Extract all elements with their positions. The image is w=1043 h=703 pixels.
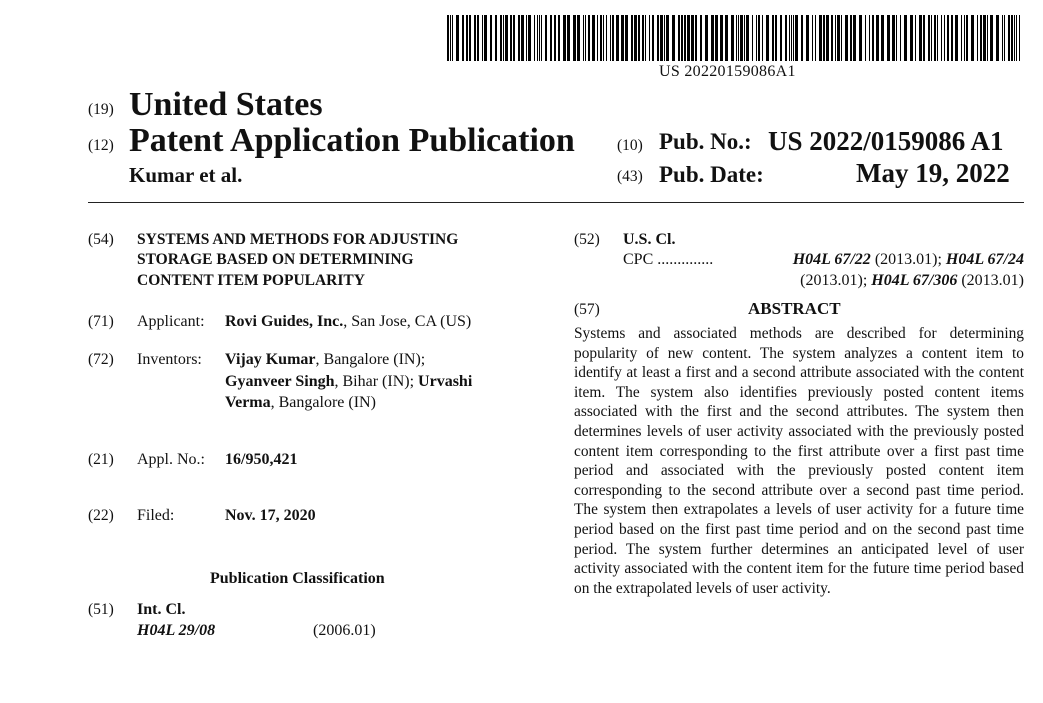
barcode-bar — [756, 15, 757, 61]
barcode-bar — [887, 15, 890, 61]
barcode-bar — [869, 15, 870, 61]
barcode-bar — [1008, 15, 1010, 61]
inventor-3-name-last: Verma — [225, 394, 271, 411]
cpc-class-2-year: (2013.01); — [800, 272, 872, 289]
barcode-bar — [785, 15, 787, 61]
barcode-bar — [554, 15, 556, 61]
barcode-bar — [744, 15, 745, 61]
barcode-bar — [865, 15, 866, 61]
barcode-bar — [625, 15, 628, 61]
inventors-code: (72) — [88, 351, 114, 368]
barcode-bar — [964, 15, 965, 61]
barcode-bar — [853, 15, 856, 61]
barcode-bar — [801, 15, 803, 61]
barcode-bar — [567, 15, 570, 61]
title-line-3: CONTENT ITEM POPULARITY — [137, 272, 365, 289]
barcode-bar — [831, 15, 833, 61]
barcode-bar — [1019, 15, 1020, 61]
barcode-bar — [915, 15, 916, 61]
appl-no-label: Appl. No.: — [137, 451, 205, 468]
barcode-bar — [736, 15, 737, 61]
barcode-bar — [971, 15, 974, 61]
barcode-bar — [603, 15, 604, 61]
barcode-bar — [746, 15, 749, 61]
abstract-code: (57) — [574, 301, 600, 318]
barcode-bar — [513, 15, 515, 61]
barcode-bar — [966, 15, 968, 61]
barcode-bar — [815, 15, 816, 61]
barcode-bar — [660, 15, 663, 61]
barcode-bar — [990, 15, 993, 61]
barcode-bar — [577, 15, 580, 61]
inventor-2-name: Gyanveer Singh — [225, 373, 335, 390]
barcode-bar — [452, 15, 453, 61]
barcode-bar — [585, 15, 586, 61]
barcode-bar — [484, 15, 487, 61]
barcode-bar — [795, 15, 798, 61]
barcode-image — [447, 15, 1024, 61]
barcode-bar — [600, 15, 602, 61]
barcode-bar — [539, 15, 540, 61]
barcode-bar — [1002, 15, 1003, 61]
barcode-bar — [819, 15, 822, 61]
appl-no-code: (21) — [88, 451, 114, 468]
barcode-bar — [649, 15, 650, 61]
barcode-bar — [687, 15, 690, 61]
barcode-bar — [631, 15, 633, 61]
inventor-3-name-first: Urvashi — [418, 373, 473, 390]
barcode-bar — [961, 15, 962, 61]
cpc-label: CPC — [623, 251, 654, 268]
applicant-label: Applicant: — [137, 313, 205, 330]
barcode-bar — [545, 15, 547, 61]
barcode-bar — [616, 15, 619, 61]
barcode-bar — [528, 15, 531, 61]
barcode-bar — [928, 15, 930, 61]
header-divider — [88, 202, 1024, 203]
pub-no-code: (10) — [617, 137, 643, 154]
barcode-bar — [983, 15, 986, 61]
abstract-text: Systems and associated methods are described for determining popularity of new content. The system analyzes a content item to identify at least a first and a second attribute associated with the content item. The system also identifies previously posted content items associated with the first and the second attributes. The system then determines levels of user activity associated with the previously posted content item corresponding to the first attribute over a first past time period and associated with the previously posted content item corresponding to the second attribute over a second past time period. The system then extrapolates a levels of user activity for a future time period based on the first past time period and on the second past time period. The system further determines an anticipated level of user activity associated with the content item for the future time period based on the extrapolated levels of user activity. — [574, 325, 1024, 597]
barcode-bar — [482, 15, 483, 61]
int-cl-label: Int. Cl. — [137, 601, 186, 618]
barcode-bar — [588, 15, 590, 61]
barcode-bar — [740, 15, 743, 61]
barcode-bar — [987, 15, 988, 61]
barcode-bar — [845, 15, 848, 61]
barcode-bar — [691, 15, 694, 61]
barcode-bar — [573, 15, 576, 61]
barcode-bar — [791, 15, 792, 61]
barcode-bar — [919, 15, 922, 61]
barcode-bar — [872, 15, 874, 61]
title-line-1: SYSTEMS AND METHODS FOR ADJUSTING — [137, 231, 459, 248]
publication-classification-heading: Publication Classification — [210, 570, 385, 587]
barcode-bar — [495, 15, 497, 61]
applicant-location: , San Jose, CA (US) — [343, 313, 472, 330]
barcode-bar — [951, 15, 953, 61]
barcode-bar — [456, 15, 459, 61]
pub-no: US 2022/0159086 A1 — [768, 126, 1004, 156]
barcode-bar — [859, 15, 862, 61]
barcode-bar — [711, 15, 714, 61]
inventor-short: Kumar et al. — [129, 163, 243, 187]
barcode-bar — [621, 15, 624, 61]
barcode-bar — [477, 15, 479, 61]
barcode-bar — [700, 15, 702, 61]
filed-label: Filed: — [137, 507, 175, 524]
cpc-class-1-year: (2013.01); — [874, 251, 946, 268]
barcode-bar — [900, 15, 901, 61]
pub-no-label: Pub. No.: — [659, 129, 752, 154]
barcode-bar — [634, 15, 637, 61]
barcode-bar — [503, 15, 504, 61]
int-cl-year: (2006.01) — [313, 622, 376, 639]
country-code: (19) — [88, 101, 114, 118]
barcode-bar — [823, 15, 825, 61]
barcode-bar — [780, 15, 782, 61]
barcode-bar — [526, 15, 527, 61]
barcode-bar — [645, 15, 646, 61]
barcode-bar — [534, 15, 535, 61]
pub-date-label: Pub. Date: — [659, 162, 764, 187]
barcode-number: US 20220159086A1 — [659, 63, 796, 80]
cpc-class-2: H04L 67/24 — [945, 251, 1024, 268]
applicant — [225, 312, 471, 332]
title-code: (54) — [88, 231, 114, 248]
barcode-bar — [937, 15, 938, 61]
barcode-bar — [793, 15, 794, 61]
barcode-bar — [550, 15, 552, 61]
barcode-bar — [612, 15, 614, 61]
barcode-bar — [1014, 15, 1015, 61]
barcode-bar — [510, 15, 512, 61]
barcode-bar — [850, 15, 852, 61]
cpc-class-1: H04L 67/22 — [792, 251, 871, 268]
barcode-bar — [462, 15, 464, 61]
barcode-bar — [955, 15, 958, 61]
barcode-bar — [610, 15, 611, 61]
barcode-bar — [762, 15, 763, 61]
barcode-bar — [738, 15, 739, 61]
cpc-line-1-codes — [793, 250, 1024, 270]
barcode-bar — [466, 15, 468, 61]
barcode-bar — [720, 15, 723, 61]
filed-code: (22) — [88, 507, 114, 524]
applicant-name: Rovi Guides, Inc. — [225, 313, 344, 330]
barcode-bar — [731, 15, 734, 61]
barcode-bar — [521, 15, 524, 61]
barcode-bar — [664, 15, 665, 61]
barcode-bar — [518, 15, 520, 61]
country: United States — [129, 86, 323, 123]
barcode-bar — [537, 15, 538, 61]
barcode-bar — [657, 15, 659, 61]
doc-type-code: (12) — [88, 137, 114, 154]
inventors-label: Inventors: — [137, 351, 202, 368]
barcode-bar — [1011, 15, 1013, 61]
barcode-bar — [923, 15, 925, 61]
barcode-bar — [1016, 15, 1017, 61]
barcode-bar — [705, 15, 708, 61]
barcode-bar — [447, 15, 449, 61]
barcode-bar — [904, 15, 907, 61]
barcode-bar — [541, 15, 542, 61]
barcode-bar — [934, 15, 936, 61]
cpc-class-3: H04L 67/306 — [871, 272, 958, 289]
inventor-line-3 — [225, 393, 376, 413]
barcode-bar — [806, 15, 809, 61]
cpc-dots: .............. — [657, 251, 714, 268]
applicant-code: (71) — [88, 313, 114, 330]
barcode-bar — [910, 15, 913, 61]
barcode-bar — [775, 15, 777, 61]
abstract-heading: ABSTRACT — [748, 299, 841, 318]
barcode-bar — [638, 15, 640, 61]
barcode-bar — [766, 15, 769, 61]
int-cl-code: (51) — [88, 601, 114, 618]
barcode-bar — [642, 15, 644, 61]
barcode-bar — [941, 15, 942, 61]
barcode-bar — [758, 15, 760, 61]
barcode-bar — [490, 15, 492, 61]
barcode-bar — [752, 15, 753, 61]
barcode-bar — [996, 15, 999, 61]
barcode-bar — [592, 15, 595, 61]
int-cl-class: H04L 29/08 — [137, 622, 216, 639]
barcode-bar — [1004, 15, 1005, 61]
barcode-bar — [672, 15, 675, 61]
barcode-bar — [977, 15, 978, 61]
barcode-bar — [563, 15, 566, 61]
cpc-class-3-year: (2013.01) — [961, 272, 1024, 289]
cpc-line-2 — [800, 271, 1024, 291]
barcode-bar — [931, 15, 932, 61]
barcode-bar — [681, 15, 683, 61]
inventor-3-location: , Bangalore (IN) — [270, 394, 376, 411]
barcode-bar — [695, 15, 697, 61]
barcode-bar — [469, 15, 471, 61]
barcode-bar — [841, 15, 842, 61]
title-line-2: STORAGE BASED ON DETERMINING — [137, 251, 414, 268]
barcode-bar — [881, 15, 884, 61]
inventor-line-2 — [225, 372, 472, 392]
barcode-bar — [715, 15, 718, 61]
barcode-bar — [583, 15, 584, 61]
barcode-bar — [772, 15, 774, 61]
barcode-bar — [896, 15, 897, 61]
inventor-1-location: , Bangalore (IN); — [315, 351, 426, 368]
barcode-bar — [980, 15, 982, 61]
barcode-bar — [450, 15, 451, 61]
barcode-bar — [500, 15, 502, 61]
pub-date-code: (43) — [617, 168, 643, 185]
barcode-bar — [652, 15, 654, 61]
cpc-line-1 — [623, 250, 713, 270]
barcode-bar — [684, 15, 686, 61]
barcode-bar — [944, 15, 945, 61]
barcode-bar — [835, 15, 836, 61]
appl-no: 16/950,421 — [225, 451, 298, 468]
barcode-bar — [678, 15, 680, 61]
barcode-bar — [837, 15, 840, 61]
barcode-bar — [474, 15, 476, 61]
us-cl-code: (52) — [574, 231, 600, 248]
inventor-2-location: , Bihar (IN); — [334, 373, 419, 390]
inventor-1-name: Vijay Kumar — [225, 351, 316, 368]
barcode-bar — [558, 15, 560, 61]
pub-date: May 19, 2022 — [856, 158, 1010, 188]
barcode-bar — [789, 15, 790, 61]
barcode-bar — [876, 15, 879, 61]
barcode-bar — [812, 15, 813, 61]
barcode-bar — [725, 15, 728, 61]
us-cl-label: U.S. Cl. — [623, 231, 676, 248]
barcode-bar — [892, 15, 895, 61]
barcode-bar — [597, 15, 598, 61]
barcode-bar — [666, 15, 669, 61]
barcode-bar — [947, 15, 949, 61]
barcode-bar — [826, 15, 829, 61]
barcode-bar — [505, 15, 508, 61]
inventor-line-1 — [225, 350, 425, 370]
doc-type: Patent Application Publication — [129, 122, 575, 159]
filed-date: Nov. 17, 2020 — [225, 507, 316, 524]
barcode-bar — [606, 15, 607, 61]
